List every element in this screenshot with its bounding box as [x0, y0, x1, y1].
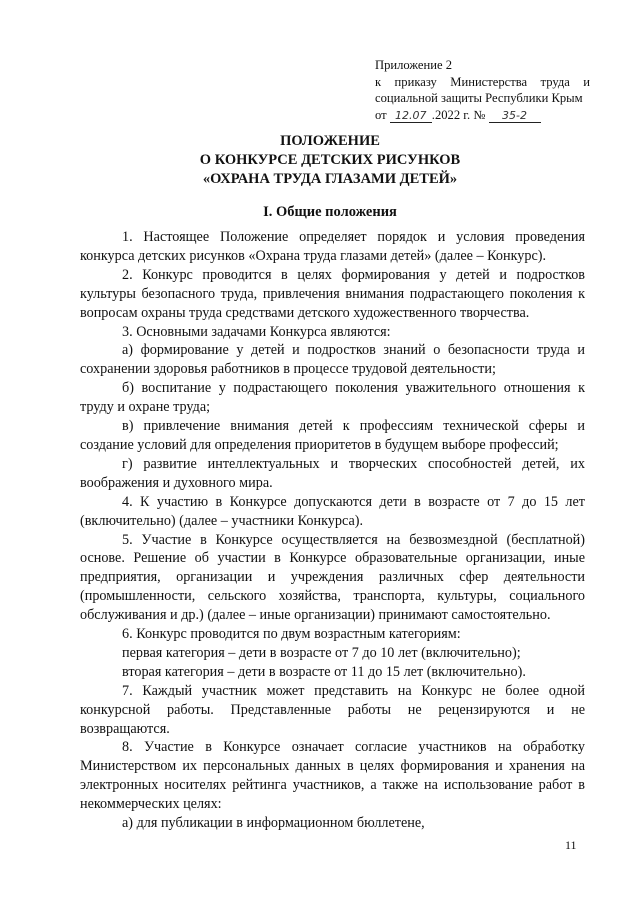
document-body	[80, 228, 585, 833]
title-line-2: О КОНКУРСЕ ДЕТСКИХ РИСУНКОВ	[199, 152, 461, 168]
paragraph-8: 8. Участие в Конкурсе означает согласие участников на обработку Министерством их персональных данных в целях формирования и хранения на электронных носителях рейтинга участников, а также на использование работ в некоммерческих целях:	[80, 739, 585, 813]
handwritten-order-number: 35-2	[489, 110, 541, 123]
paragraph-7: 7. Каждый участник может представить на Конкурс не более одной конкурсной работы. Представленные работы не рецензируются и не возвращаются.	[80, 682, 585, 737]
annex-from-label: от	[375, 107, 387, 122]
annex-block	[375, 57, 590, 123]
annex-title: Приложение 2	[375, 58, 453, 72]
paragraph-3: 3. Основными задачами Конкурса являются:	[122, 323, 391, 340]
paragraph-3b: б) воспитание у подрастающего поколения уважительного отношения к труду и охране труда;	[80, 380, 585, 416]
annex-ministry-line: социальной защиты Республики Крым	[375, 91, 583, 105]
page-number: 11	[565, 838, 577, 852]
handwritten-date: 12.07	[390, 110, 432, 123]
document-title	[60, 132, 600, 189]
paragraph-6-category-1: первая категория – дети в возрасте от 7 до 10 лет (включительно);	[122, 644, 521, 661]
section-heading: I. Общие положения	[263, 204, 397, 220]
paragraph-3c: в) привлечение внимания детей к профессиям технической сферы и создание условий для определения приоритетов в будущем выборе профессий;	[80, 418, 585, 453]
annex-date-line	[375, 107, 590, 124]
paragraph-3a: а) формирование у детей и подростков знаний о безопасности труда и сохранении здоровья работников в процессе трудовой деятельности;	[80, 342, 585, 378]
paragraph-1: 1. Настоящее Положение определяет порядок и условия проведения конкурса детских рисунков «Охрана труда глазами детей» (далее – Конкурс).	[80, 229, 585, 264]
paragraph-2: 2. Конкурс проводится в целях формирования у детей и подростков культуры безопасного труда, привлечения внимания подрастающего поколения к вопросам охраны труда средствами детского художественного творчества.	[80, 266, 585, 321]
paragraph-3d: г) развитие интеллектуальных и творческих способностей детей, их воображения и духовного мира.	[80, 455, 585, 491]
annex-order-line: к приказу Министерства труда и	[375, 74, 590, 89]
annex-year-label: .2022 г. №	[431, 107, 486, 122]
paragraph-4: 4. К участию в Конкурсе допускаются дети в возрасте от 7 до 15 лет (включительно) (далее – участники Конкурса).	[80, 493, 585, 529]
title-line-3: «ОХРАНА ТРУДА ГЛАЗАМИ ДЕТЕЙ»	[202, 171, 458, 187]
paragraph-5: 5. Участие в Конкурсе осуществляется на безвозмездной (бесплатной) основе. Решение об участии в Конкурсе образовательные организации, иные предприятия, организации и учреждения различных сфер деятельности (промышленности, сельского хозяйства, транспорта, культуры, социального обслуживания и др.) (далее – иные организации) принимают самостоятельно.	[80, 531, 585, 624]
paragraph-6: 6. Конкурс проводится по двум возрастным категориям:	[122, 626, 461, 643]
paragraph-6-category-2: вторая категория – дети в возрасте от 11 до 15 лет (включительно).	[122, 663, 526, 680]
paragraph-8a: а) для публикации в информационном бюллетене,	[122, 815, 425, 832]
title-line-1: ПОЛОЖЕНИЕ	[280, 133, 380, 149]
